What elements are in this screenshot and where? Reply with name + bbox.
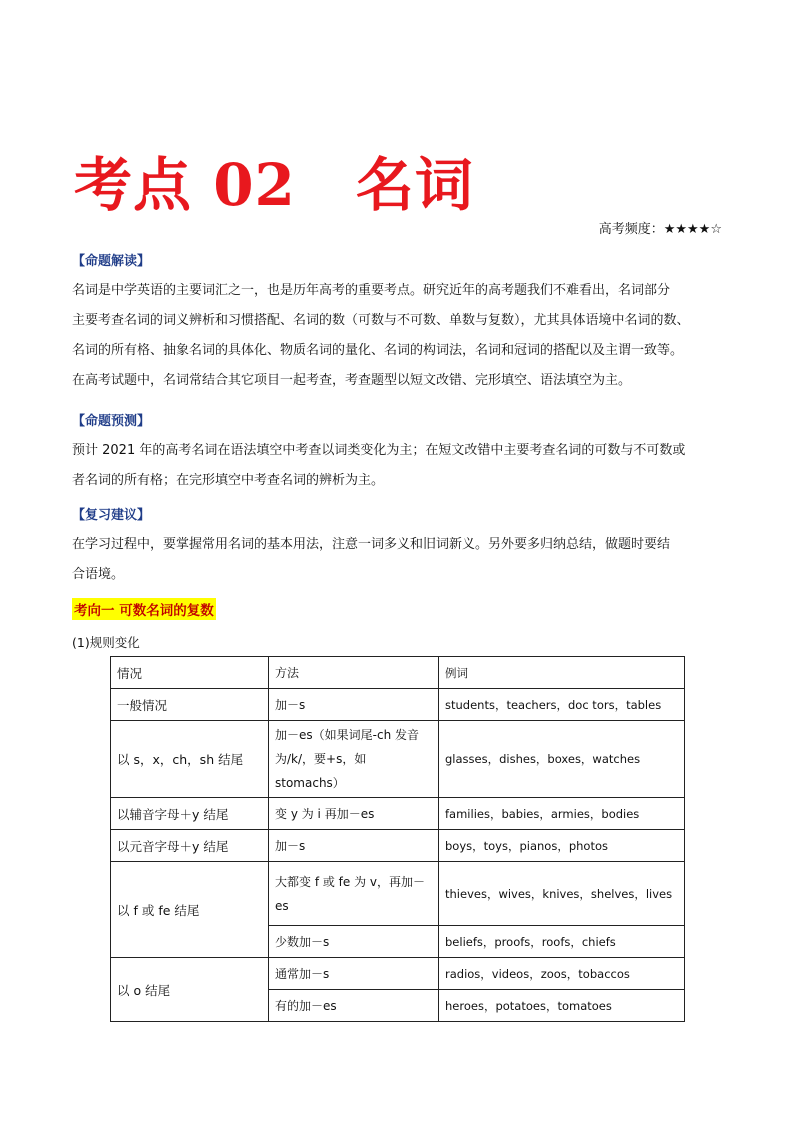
paragraph-line: 主要考查名词的词义辨析和习惯搭配、名词的数（可数与不可数、单数与复数），尤其具体语境中名词的数、 [72,313,690,328]
exam-frequency [599,218,722,237]
examples-cell: heroes，potatoes，tomatoes [439,990,685,1022]
interpretation-paragraph [72,276,724,396]
method-cell: 有的加－es [269,990,439,1022]
section-heading-prediction: 【命题预测】 [72,414,151,429]
examples-cell: glasses，dishes，boxes，watches [439,721,685,798]
table-row [111,721,685,798]
case-cell: 以 f 或 fe 结尾 [111,862,269,958]
examples-cell: beliefs，proofs，roofs，chiefs [439,926,685,958]
prediction-paragraph [72,436,724,496]
section-heading-advice: 【复习建议】 [72,508,151,523]
method-cell: 加－s [269,830,439,862]
direction-heading: 考向一 可数名词的复数 [72,598,216,620]
method-cell: 通常加－s [269,958,439,990]
header-cell: 方法 [269,657,439,689]
case-cell: 一般情况 [111,689,269,721]
method-cell: 加－es（如果词尾-ch 发音为/k/，要+s，如 stomachs） [269,721,439,798]
paragraph-line: 在学习过程中，要掌握常用名词的基本用法，注意一词多义和旧词新义。另外要多归纳总结，做题时要结 [72,537,671,552]
header-cell: 例词 [439,657,685,689]
case-cell: 以元音字母＋y 结尾 [111,830,269,862]
title-prefix: 考点 02 [74,151,296,219]
method-cell: 变 y 为 i 再加－es [269,798,439,830]
examples-cell: families，babies，armies，bodies [439,798,685,830]
table-row [111,689,685,721]
case-cell: 以 o 结尾 [111,958,269,1022]
examples-cell: students，teachers，doc tors，tables [439,689,685,721]
examples-cell: boys，toys，pianos，photos [439,830,685,862]
page-title [74,138,474,222]
method-cell: 加－s [269,689,439,721]
table-header-row [111,657,685,689]
paragraph-line: 者名词的所有格；在完形填空中考查名词的辨析为主。 [72,473,385,488]
star-rating-icon: ★★★★☆ [663,222,722,237]
advice-paragraph [72,530,724,590]
table-row [111,862,685,926]
table-row [111,958,685,990]
method-cell: 少数加－s [269,926,439,958]
section-heading-interpretation: 【命题解读】 [72,254,151,269]
method-cell: 大都变 f 或 fe 为 v，再加－es [269,862,439,926]
frequency-label: 高考频度： [598,222,664,237]
header-cell: 情况 [111,657,269,689]
table-row [111,830,685,862]
paragraph-line: 预计 2021 年的高考名词在语法填空中考查以词类变化为主；在短文改错中主要考查名词的可数与不可数或 [72,443,686,458]
case-cell: 以辅音字母＋y 结尾 [111,798,269,830]
subheading-regular-change: (1)规则变化 [72,635,140,650]
plural-rules-table [110,656,685,1022]
case-cell: 以 s，x，ch，sh 结尾 [111,721,269,798]
paragraph-line: 在高考试题中，名词常结合其它项目一起考查，考查题型以短文改错、完形填空、语法填空为主。 [72,373,632,388]
examples-cell: radios，videos，zoos，tobaccos [439,958,685,990]
table-row [111,798,685,830]
paragraph-line: 名词的所有格、抽象名词的具体化、物质名词的量化、名词的构词法，名词和冠词的搭配以及主谓一致等。 [72,343,684,358]
title-main: 名词 [355,151,474,219]
paragraph-line: 名词是中学英语的主要词汇之一，也是历年高考的重要考点。研究近年的高考题我们不难看出，名词部分 [72,283,671,298]
examples-cell: thieves，wives，knives，shelves，lives [439,862,685,926]
paragraph-line: 合语境。 [72,567,125,582]
